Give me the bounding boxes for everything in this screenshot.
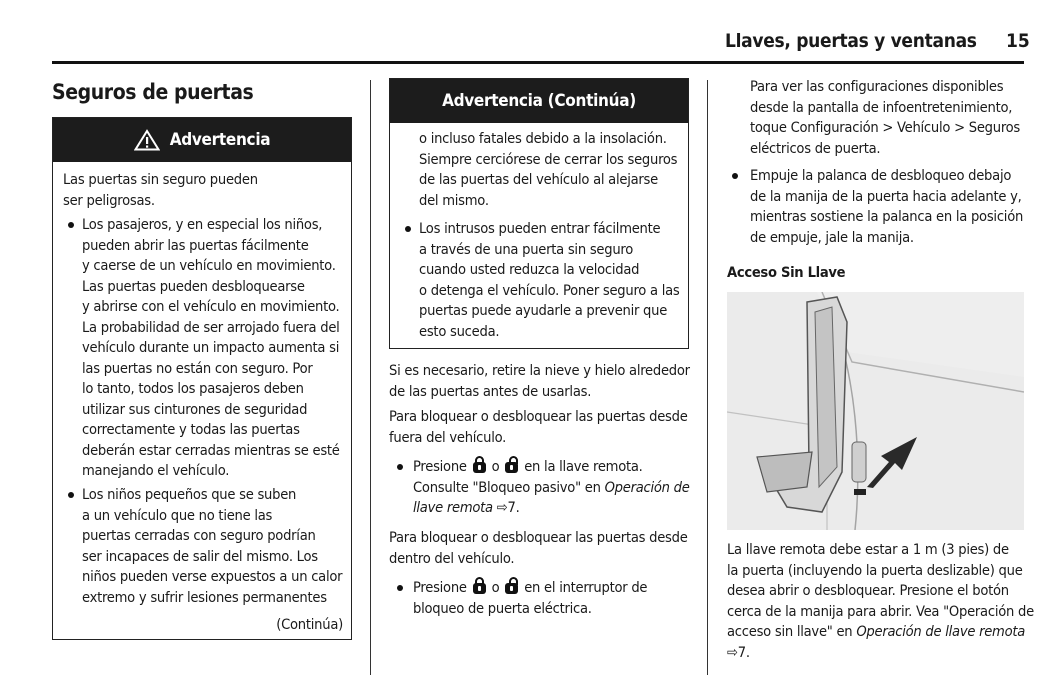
warning-continued-box [389,78,689,349]
warning-title: Advertencia [169,130,271,150]
warning-bullet-intruders: Los intrusos pueden entrar fácilmente a través de una puerta sin seguro cuando usted reduzca la velocidad o detenga el vehículo. Poner seguro a las puertas puede ayudarle a prevenir que esto suceda. [419,220,680,340]
warning-box [52,117,352,640]
door-handle-illustration [727,292,1024,530]
bullet-icon [397,585,403,591]
warning-intro: Las puertas sin seguro pueden ser peligrosas. [63,171,258,209]
bullet-icon [732,173,738,179]
keyless-access-paragraph: La llave remota debe estar a 1 m (3 pies) de la puerta (incluyendo la puerta deslizable) que desea abrir o desbloquear. Presione el botón cerca de la manija para abrir. Vea "Operación de acceso sin llave" en Operación de llave remota ⇨7. [727,541,1034,661]
infotainment-settings-text: Para ver las configuraciones disponibles desde la pantalla de infoentretenimiento, toque Configuración > Vehículo > Seguros eléctricos de puerta. [750,78,1021,157]
header-rule [52,61,1024,64]
page-reference-arrow-icon: ⇨ [727,643,738,661]
bullet-icon [68,492,74,498]
bullet-icon [397,464,403,470]
lock-icon [473,583,486,594]
warning-bullet-children: Los niños pequeños que se suben a un vehículo que no tiene las puertas cerradas con seguro podrían ser incapaces de salir del mismo. Los niños pueden verse expuestos a un calor extremo y sufrir lesiones permanentes [82,486,343,606]
bullet-icon [405,226,411,232]
section-title: Seguros de puertas [52,80,254,104]
remote-key-instruction: Presione o en la llave remota. Consulte "Bloqueo pasivo" en Operación de llave remota ⇨7. [413,458,690,516]
continued-label: (Continúa) [276,616,343,633]
column-divider-right [707,80,708,675]
running-header-title: Llaves, puertas y ventanas [725,30,977,52]
warning-bullet-passengers: Los pasajeros, y en especial los niños, pueden abrir las puertas fácilmente y caerse de un vehículo en movimiento. Las puertas pueden desbloquearse y abrirse con el vehículo en movimiento. La probabilidad de ser arrojado fuera del vehículo durante un impacto aumenta si las puertas no están con seguro. Por lo tanto, todos los pasajeros deben utilizar sus cinturones de seguridad correctamente y todas las puertas deberán estar cerradas mientras se esté manejando el vehículo. [82,216,340,479]
warning-title-bar [53,118,351,162]
power-switch-instruction: Presione o en el interruptor de bloqueo de puerta eléctrica. [413,579,648,617]
keyless-access-heading: Acceso Sin Llave [727,264,846,281]
lock-icon [473,462,486,473]
bullet-icon [68,222,74,228]
warning-continued-text: o incluso fatales debido a la insolación. Siempre cerciórese de cerrar los seguros de las puertas del vehículo al alejarse del mismo. [419,130,678,209]
warning-continued-title-bar [390,79,688,123]
column-divider-left [370,80,371,675]
warning-continued-title: Advertencia (Continúa) [442,91,636,111]
page-reference-arrow-icon: ⇨ [496,499,508,516]
inside-lock-paragraph: Para bloquear o desbloquear las puertas desde dentro del vehículo. [389,529,688,567]
snow-ice-paragraph: Si es necesario, retire la nieve y hielo alrededor de las puertas antes de usarlas. [389,362,690,400]
page-number: 15 [1006,30,1030,52]
outside-lock-paragraph: Para bloquear o desbloquear las puertas desde fuera del vehículo. [389,408,688,446]
unlock-icon [505,462,518,473]
unlock-icon [505,583,518,594]
release-lever-instruction: Empuje la palanca de desbloqueo debajo de la manija de la puerta hacia adelante y, mientras sostiene la palanca en la posición de empuje, jale la manija. [750,167,1024,246]
warning-triangle-icon [134,129,160,151]
